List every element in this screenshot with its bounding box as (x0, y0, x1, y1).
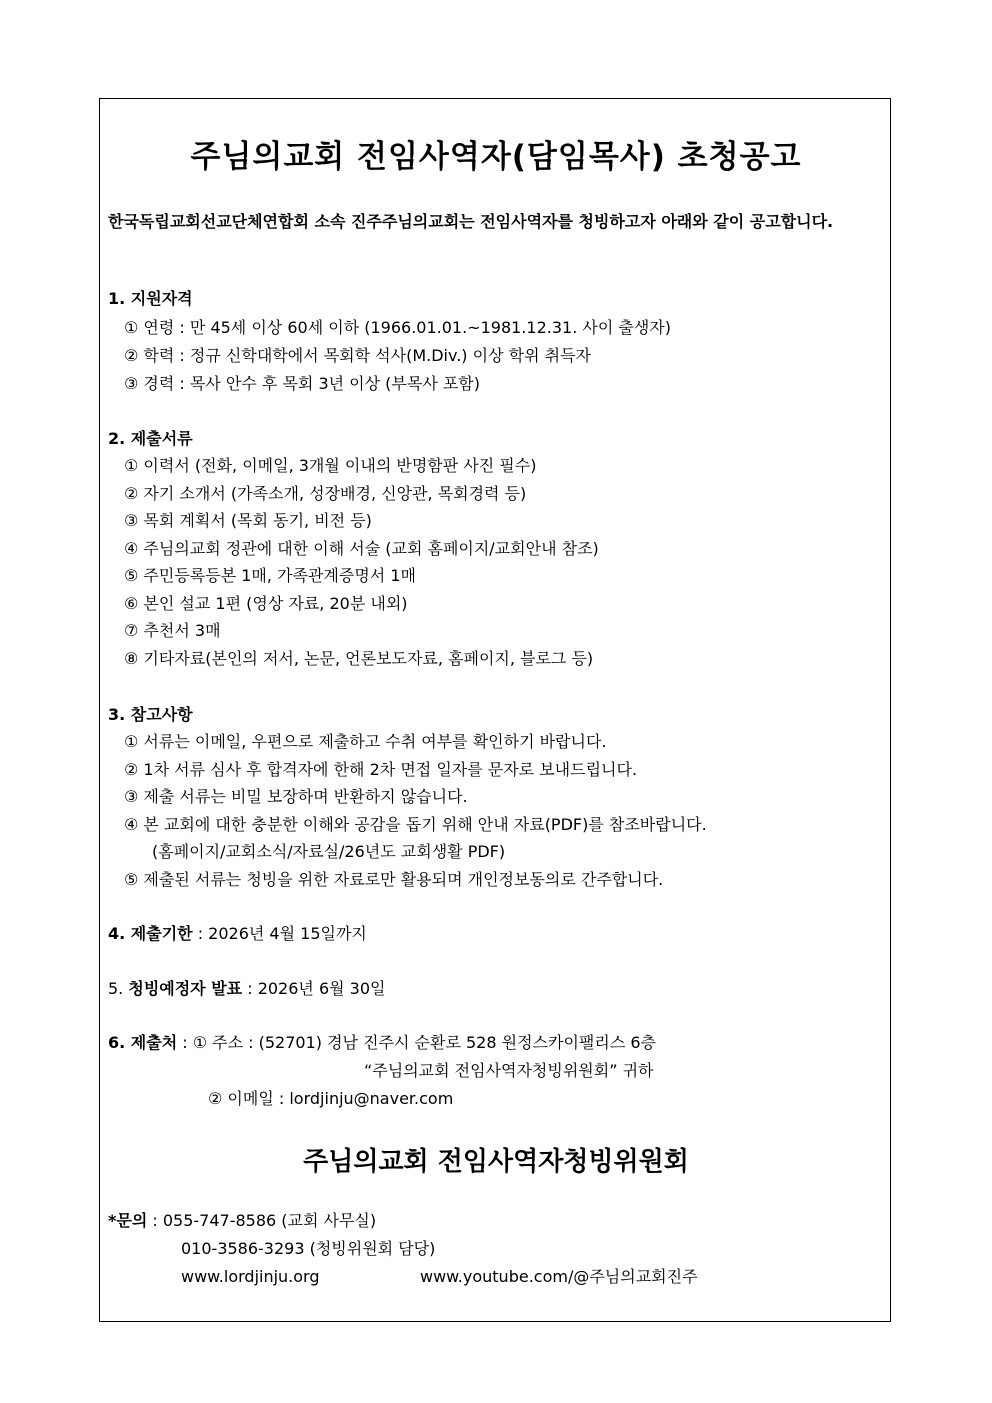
section-1-item: ① 연령 : 만 45세 이상 60세 이하 (1966.01.01.~1981.12.31. 사이 출생자) (124, 318, 671, 337)
intro-paragraph: 한국독립교회선교단체연합회 소속 진주주님의교회는 전임사역자를 청빙하고자 아래와 같이 공고합니다. (108, 212, 834, 231)
notice-frame (99, 98, 891, 1322)
section-5-label: 청빙예정자 발표 (128, 979, 243, 998)
section-6-recipient: “주님의교회 전임사역자청빙위원회” 귀하 (364, 1061, 654, 1080)
section-2-item: ⑥ 본인 설교 1편 (영상 자료, 20분 내외) (124, 594, 408, 613)
section-5-number: 5. (108, 979, 129, 998)
section-6-email: ② 이메일 : lordjinju@naver.com (208, 1089, 454, 1108)
section-2-heading: 2. 제출서류 (108, 429, 193, 448)
section-2-item: ② 자기 소개서 (가족소개, 성장배경, 신앙관, 목회경력 등) (124, 484, 527, 503)
page-title: 주님의교회 전임사역자(담임목사) 초청공고 (190, 139, 802, 175)
section-3-item: ⑤ 제출된 서류는 청빙을 위한 자료로만 활용되며 개인정보동의로 간주합니다. (124, 870, 664, 889)
section-2-item: ⑤ 주민등록등본 1매, 가족관계증명서 1매 (124, 566, 416, 585)
section-2-item: ① 이력서 (전화, 이메일, 3개월 이내의 반명함판 사진 필수) (124, 456, 537, 475)
contact-phone1: : 055-747-8586 (교회 사무실) (147, 1211, 377, 1230)
contact-label: *문의 (108, 1211, 148, 1230)
section-2-item: ⑦ 추천서 3매 (124, 621, 221, 640)
committee-signature: 주님의교회 전임사역자청빙위원회 (303, 1147, 689, 1177)
section-1-heading: 1. 지원자격 (108, 289, 193, 308)
section-3-item: ④ 본 교회에 대한 충분한 이해와 공감을 돕기 위해 안내 자료(PDF)를 참조바랍니다. (124, 815, 707, 834)
section-2-item: ③ 목회 계획서 (목회 동기, 비전 등) (124, 511, 372, 530)
section-6-submission (108, 1033, 656, 1053)
section-4-deadline (108, 924, 367, 944)
section-1-item: ③ 경력 : 목사 안수 후 목회 3년 이상 (부목사 포함) (124, 374, 481, 393)
section-4-label: 제출기한 (130, 924, 193, 943)
section-2-item: ④ 주님의교회 정관에 대한 이해 서술 (교회 홈페이지/교회안내 참조) (124, 539, 599, 558)
section-4-number: 4. (108, 924, 131, 943)
section-6-label: 6. 제출처 (108, 1033, 178, 1052)
section-1-item: ② 학력 : 정규 신학대학에서 목회학 석사(M.Div.) 이상 학위 취득자 (124, 346, 591, 365)
section-5-value: : 2026년 6월 30일 (242, 979, 386, 998)
section-2-item: ⑧ 기타자료(본인의 저서, 논문, 언론보도자료, 홈페이지, 블로그 등) (124, 649, 594, 668)
contact-phone-office (108, 1211, 376, 1231)
section-5-announcement (108, 979, 386, 999)
section-3-heading: 3. 참고사항 (108, 705, 193, 724)
section-4-value: : 2026년 4월 15일까지 (192, 924, 367, 943)
youtube-link[interactable]: www.youtube.com/@주님의교회진주 (420, 1267, 698, 1286)
section-3-item: ① 서류는 이메일, 우편으로 제출하고 수취 여부를 확인하기 바랍니다. (124, 732, 607, 751)
section-6-address: : ① 주소 : (52701) 경남 진주시 순환로 528 원정스카이팰리스 6층 (177, 1033, 656, 1052)
contact-phone-committee: 010-3586-3293 (청빙위원회 담당) (181, 1239, 436, 1258)
section-3-item-continuation: (홈페이지/교회소식/자료실/26년도 교회생활 PDF) (152, 842, 506, 861)
website-link[interactable]: www.lordjinju.org (181, 1267, 320, 1286)
section-3-item: ③ 제출 서류는 비밀 보장하며 반환하지 않습니다. (124, 787, 468, 806)
section-3-item: ② 1차 서류 심사 후 합격자에 한해 2차 면접 일자를 문자로 보내드립니다. (124, 760, 638, 779)
